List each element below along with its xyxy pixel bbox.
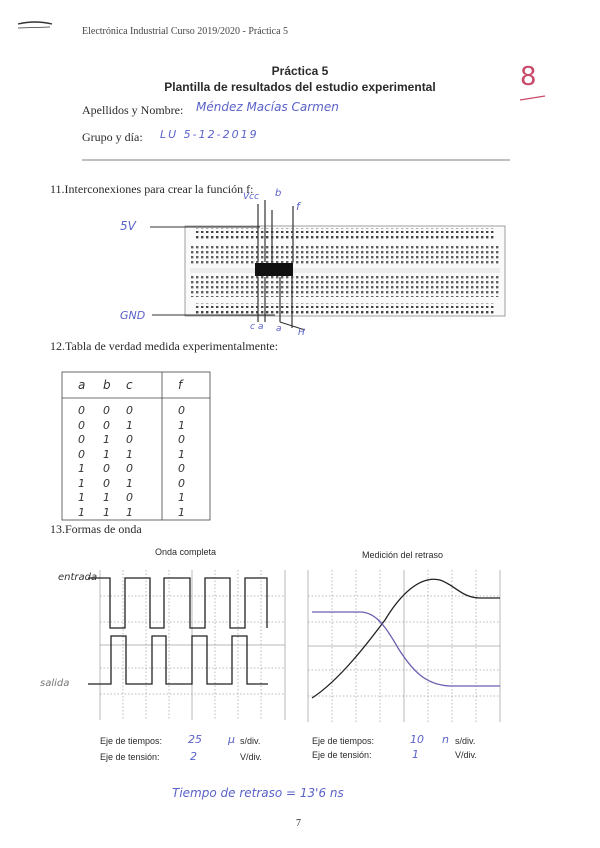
truth-table-cell-b: 1 — [103, 433, 110, 446]
truth-table-cell-c: 0 — [126, 433, 133, 446]
left-time-unit: s/div. — [240, 736, 261, 746]
truth-table-cell-a: 1 — [78, 505, 85, 519]
truth-table-cell-f: 0 — [178, 462, 185, 475]
section-12-heading: 12.Tabla de verdad medida experimentalmente: — [50, 339, 279, 353]
name-value: Méndez Macías Carmen — [196, 100, 339, 114]
truth-table-cell-f: 1 — [178, 418, 185, 432]
section-13-heading: 13.Formas de onda — [50, 522, 142, 536]
label-a-bottom2: a — [276, 324, 282, 334]
truth-table-cell-c: 1 — [126, 418, 133, 432]
truth-table-header-a: a — [78, 378, 86, 392]
grade-mark: 8 — [520, 62, 537, 92]
truth-table-cell-c: 1 — [126, 447, 133, 461]
left-volt-label: Eje de tensión: — [100, 752, 160, 762]
truth-table-cell-c: 0 — [126, 462, 133, 475]
truth-table-cell-f: 1 — [178, 505, 185, 519]
truth-table-cell-f: 0 — [178, 433, 185, 446]
label-h-bottom: H — [298, 328, 305, 338]
right-scope-grid — [308, 570, 500, 722]
truth-table-cell-a: 1 — [78, 476, 85, 490]
label-vcc: Vcc — [243, 192, 260, 202]
truth-table-cell-f: 0 — [178, 476, 185, 490]
truth-table-cell-a: 0 — [78, 418, 85, 432]
truth-table-cell-b: 1 — [103, 491, 110, 504]
truth-table-cell-c: 0 — [126, 404, 133, 417]
left-scope-title: Onda completa — [155, 547, 217, 557]
section-11-heading: 11.Interconexiones para crear la función f: — [50, 182, 254, 196]
truth-table-cell-c: 1 — [126, 476, 133, 490]
right-volt-value: 1 — [412, 748, 419, 761]
truth-table-cell-a: 0 — [78, 447, 85, 461]
delay-rising-curve — [312, 579, 500, 698]
group-value: LU 5-12-2019 — [160, 128, 259, 141]
truth-table-cell-b: 0 — [103, 418, 110, 432]
page-subtitle: Plantilla de resultados del estudio experimental — [164, 80, 436, 94]
right-time-value: 10 — [410, 733, 424, 746]
left-volt-value: 2 — [190, 750, 197, 763]
truth-table-cell-b: 0 — [103, 462, 110, 475]
label-f-top: f — [296, 200, 300, 213]
label-output: salida — [40, 678, 70, 689]
right-volt-unit: V/div. — [455, 750, 477, 760]
truth-table-cell-b: 1 — [103, 505, 110, 519]
delay-note: Tiempo de retraso = 13'6 ns — [172, 786, 344, 800]
left-time-label: Eje de tiempos: — [100, 736, 163, 746]
truth-table-cell-c: 1 — [126, 505, 133, 519]
left-time-unit-hand: μ — [228, 733, 235, 746]
name-label: Apellidos y Nombre: — [82, 103, 184, 117]
output-waveform — [88, 636, 268, 684]
truth-table-cell-f: 1 — [178, 447, 185, 461]
truth-table-cell-b: 0 — [103, 476, 110, 490]
truth-table-cell-b: 0 — [103, 404, 110, 417]
label-b: b — [275, 188, 282, 199]
label-input: entrada — [58, 572, 98, 583]
course-line: Electrónica Industrial Curso 2019/2020 - Práctica 5 — [82, 26, 289, 37]
truth-table-header-b: b — [103, 378, 111, 392]
page-title: Práctica 5 — [271, 64, 329, 78]
left-time-value: 25 — [188, 733, 202, 746]
label-5v: 5V — [120, 219, 136, 233]
truth-table-cell-a: 0 — [78, 433, 85, 446]
truth-table-cell-f: 0 — [178, 404, 185, 417]
right-time-unit: s/div. — [455, 736, 476, 746]
truth-table-cell-c: 0 — [126, 491, 133, 504]
truth-table-header-f: f — [178, 378, 183, 392]
right-volt-label: Eje de tensión: — [312, 750, 372, 760]
group-label: Grupo y día: — [82, 130, 143, 144]
right-time-unit-hand: n — [442, 733, 449, 746]
page-number: 7 — [296, 818, 301, 829]
truth-table-header-c: c — [126, 378, 133, 392]
truth-table-cell-b: 1 — [103, 447, 110, 461]
right-time-label: Eje de tiempos: — [312, 736, 375, 746]
truth-table-cell-a: 1 — [78, 462, 85, 475]
label-a-bottom: a — [258, 322, 264, 332]
label-c-bottom: c — [250, 322, 255, 332]
truth-table-cell-f: 1 — [178, 491, 185, 504]
truth-table-cell-a: 1 — [78, 491, 85, 504]
input-waveform — [88, 578, 267, 628]
right-scope-title: Medición del retraso — [362, 550, 444, 560]
truth-table-cell-a: 0 — [78, 404, 85, 417]
left-volt-unit: V/div. — [240, 752, 262, 762]
label-gnd: GND — [120, 309, 146, 322]
